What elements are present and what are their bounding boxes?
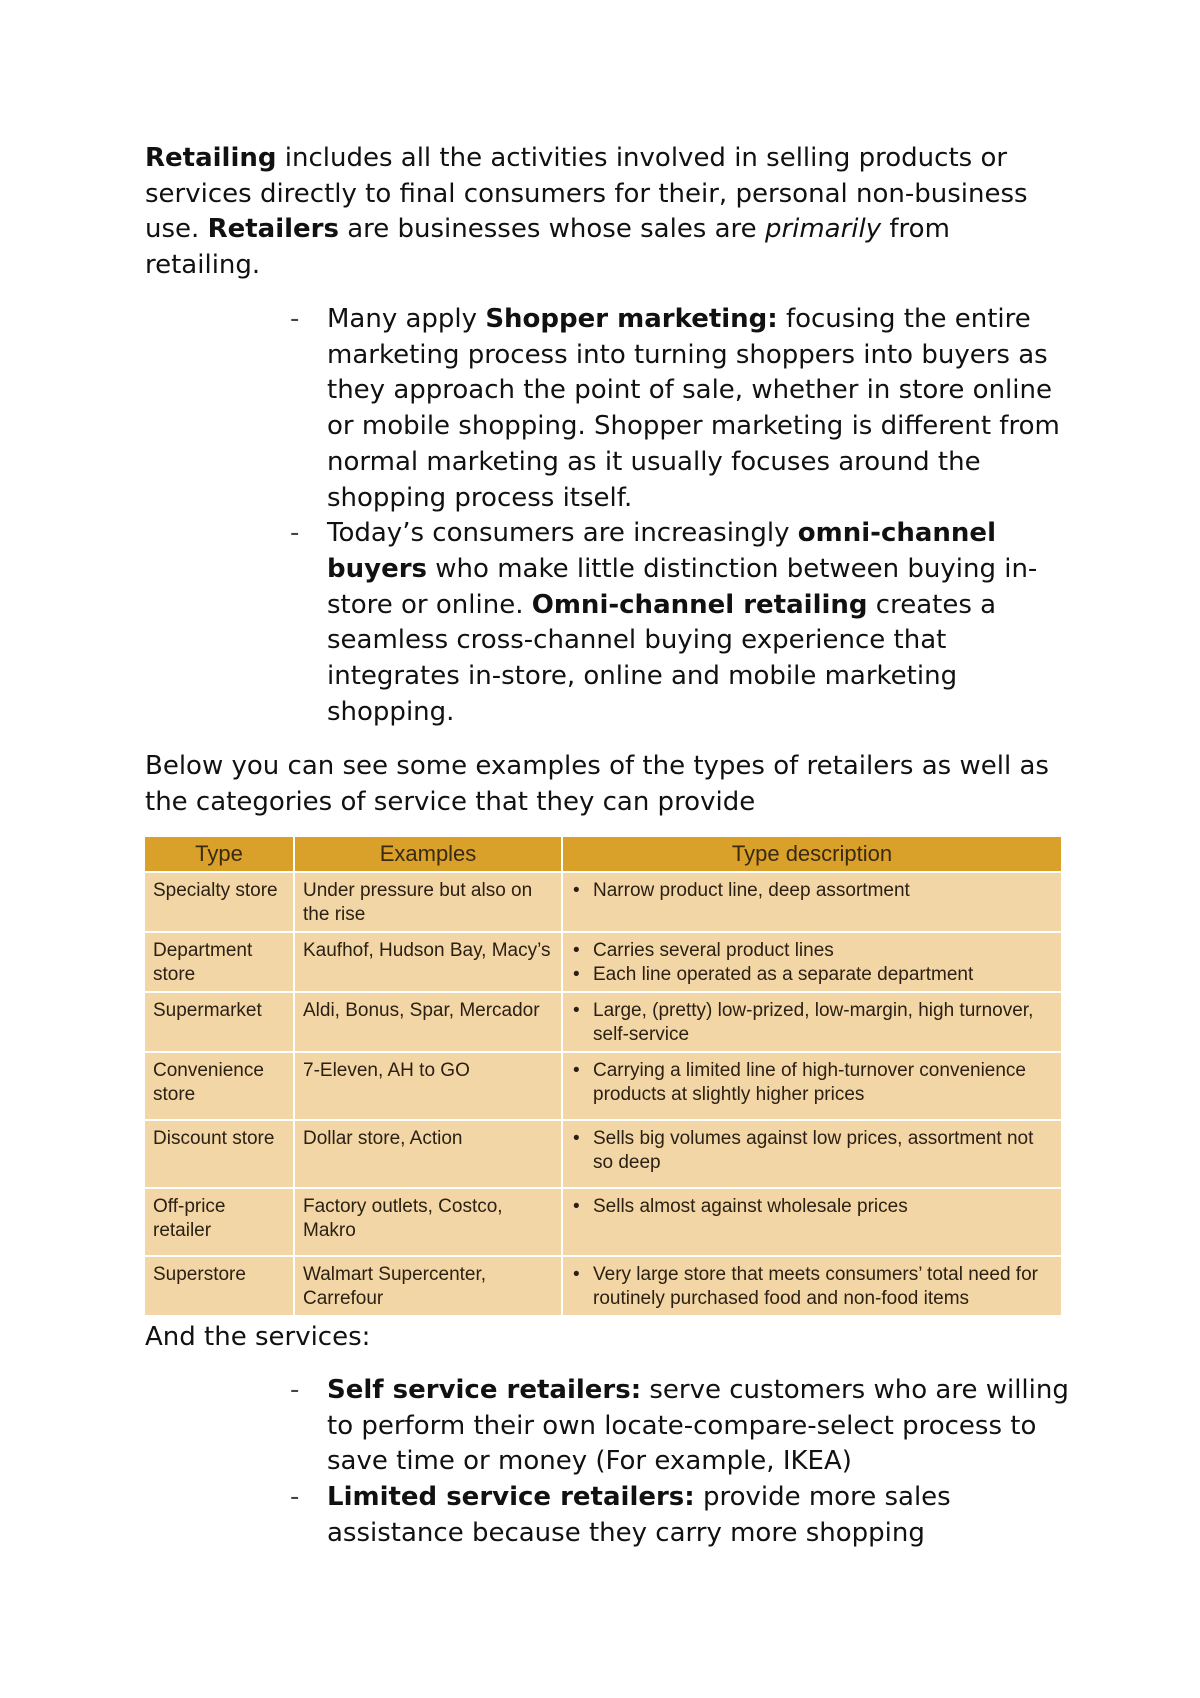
- cell-type: Off-price retailer: [145, 1188, 294, 1256]
- table-row: [145, 1052, 1061, 1120]
- dash-bullet: -: [290, 1375, 300, 1405]
- table-intro-paragraph: Below you can see some examples of the types of retailers as well as the categories of service that they can provide: [145, 751, 1049, 817]
- cell-examples: Under pressure but also on the rise: [294, 872, 562, 932]
- dash-bullet: -: [290, 518, 300, 549]
- services-heading: And the services:: [145, 1322, 371, 1352]
- cell-type: Department store: [145, 932, 294, 992]
- cell-examples: Aldi, Bonus, Spar, Mercador: [294, 992, 562, 1052]
- cell-description: • Sells big volumes against low prices, assortment not so deep: [562, 1120, 1061, 1188]
- bullet-list-marketing: [290, 302, 1070, 730]
- list-item: - Limited service retailers: provide more sales assistance because they carry more shopping: [290, 1482, 951, 1548]
- bullet-list-services: [290, 1373, 1070, 1552]
- cell-examples: Kaufhof, Hudson Bay, Macy’s: [294, 932, 562, 992]
- emphasis-primarily: primarily: [764, 214, 882, 244]
- cell-type: Specialty store: [145, 872, 294, 932]
- dash-bullet: -: [290, 1482, 300, 1513]
- dash-bullet: -: [290, 304, 300, 334]
- intro-paragraph: Retailing includes all the activities involved in selling products or services directly to final consumers for their, personal non-business use. Retailers are businesses whose sales are primarily from retailing.: [145, 143, 1028, 280]
- list-item: - Today’s consumers are increasingly omni-channel buyers who make little distinction between buying in-store or online. Omni-channel retailing creates a seamless cross-channel buying experience that integrates in-store, online and mobile marketing shopping.: [290, 518, 1038, 727]
- cell-examples: Walmart Supercenter, Carrefour: [294, 1256, 562, 1315]
- cell-type: Convenience store: [145, 1052, 294, 1120]
- header-examples: Examples: [294, 837, 562, 872]
- cell-description: • Very large store that meets consumers’ total need for routinely purchased food and non-food items: [562, 1256, 1061, 1315]
- cell-type: Discount store: [145, 1120, 294, 1188]
- term-retailing: Retailing: [145, 143, 277, 173]
- list-item: - Many apply Shopper marketing: focusing the entire marketing process into turning shoppers into buyers as they approach the point of sale, whether in store online or mobile shopping. Shopper marketing is different from normal marketing as it usually focuses around the shopping process itself.: [290, 304, 1060, 513]
- cell-description: • Large, (pretty) low-prized, low-margin, high turnover, self-service: [562, 992, 1061, 1052]
- table-row: [145, 992, 1061, 1052]
- list-item: - Self service retailers: serve customers who are willing to perform their own locate-compare-select process to save time or money (For example, IKEA): [290, 1375, 1069, 1477]
- table-row: [145, 1256, 1061, 1315]
- table-row: [145, 1120, 1061, 1188]
- cell-examples: Dollar store, Action: [294, 1120, 562, 1188]
- table-row: [145, 1188, 1061, 1256]
- cell-examples: 7-Eleven, AH to GO: [294, 1052, 562, 1120]
- cell-description: • Carrying a limited line of high-turnover convenience products at slightly higher prices: [562, 1052, 1061, 1120]
- cell-description: • Sells almost against wholesale prices: [562, 1188, 1061, 1256]
- term-retailers: Retailers: [207, 214, 339, 244]
- cell-type: Superstore: [145, 1256, 294, 1315]
- cell-type: Supermarket: [145, 992, 294, 1052]
- retailer-types-table: [145, 837, 1061, 1315]
- cell-description: • Narrow product line, deep assortment: [562, 872, 1061, 932]
- table-header-row: [145, 837, 1061, 872]
- cell-examples: Factory outlets, Costco, Makro: [294, 1188, 562, 1256]
- table-row: [145, 932, 1061, 992]
- header-description: Type description: [562, 837, 1061, 872]
- cell-description: • Carries several product lines • Each line operated as a separate department: [562, 932, 1061, 992]
- header-type: Type: [145, 837, 294, 872]
- table-row: [145, 872, 1061, 932]
